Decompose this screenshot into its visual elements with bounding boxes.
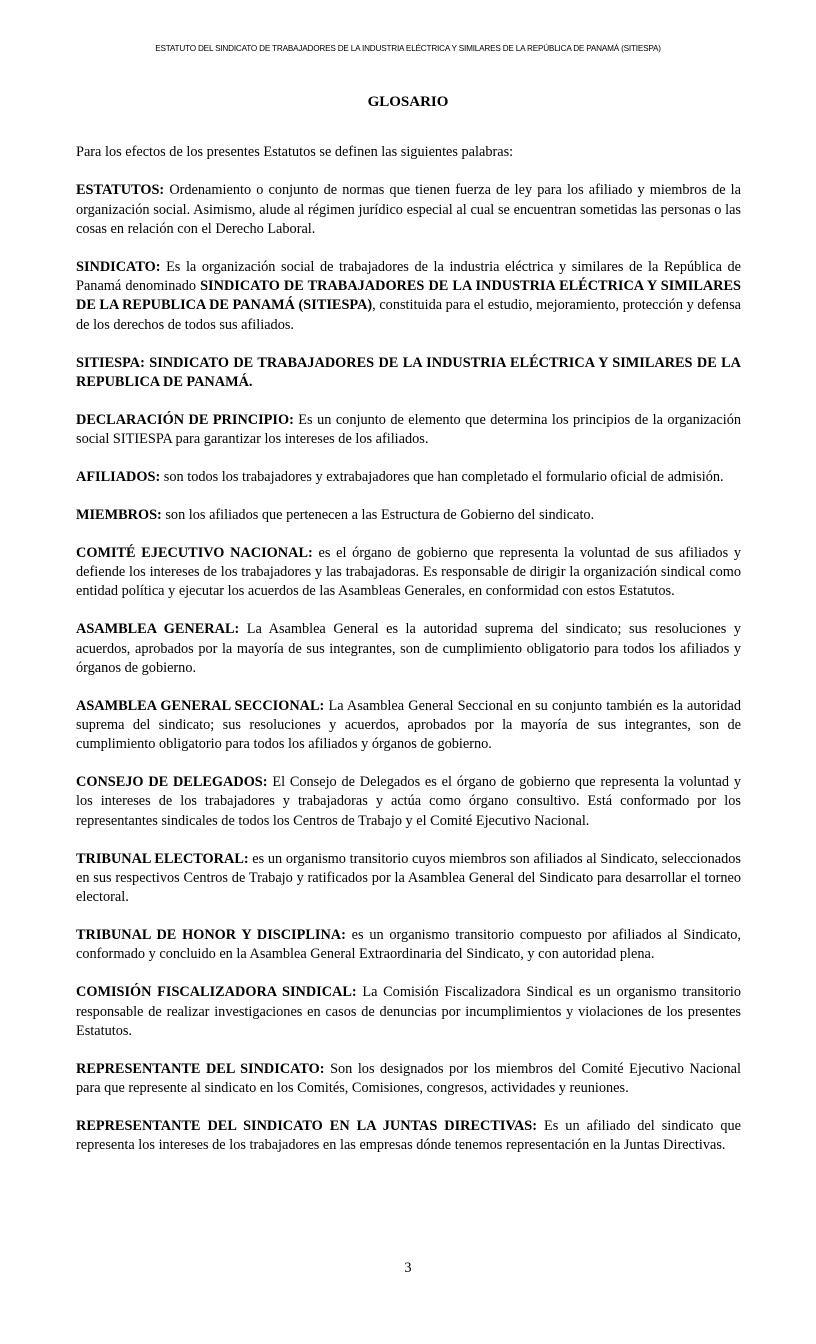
glossary-entry-afiliados <box>76 468 741 487</box>
entry-term: MIEMBROS: <box>76 506 162 523</box>
glossary-entry-miembros <box>76 506 741 525</box>
entry-definition: El Consejo de Delegados es el órgano de gobierno que representa la voluntad y los intereses de los trabajadores y trabajadoras y actúa como órgano consultivo. Está conformado por los representantes sindicales de todos los Centros de Trabajo y el Comité Ejecutivo Nacional. <box>76 774 741 829</box>
entry-definition: es un organismo transitorio compuesto por afiliados al Sindicato, conformado y concluido en la Asamblea General Extraordinaria del Sindicato, y con autoridad plena. <box>76 927 741 963</box>
entry-term: SINDICATO: <box>76 258 161 275</box>
entry-term: ASAMBLEA GENERAL SECCIONAL: <box>76 697 325 714</box>
entry-term: REPRESENTANTE DEL SINDICATO: <box>76 1060 325 1077</box>
entry-term: SITIESPA: SINDICATO DE TRABAJADORES DE LA INDUSTRIA ELÉCTRICA Y SIMILARES DE LA REPUBLICA DE PANAMÁ. <box>76 354 741 390</box>
entry-term: ESTATUTOS: <box>76 182 165 199</box>
page-title: GLOSARIO <box>367 94 449 110</box>
glossary-entry-estatutos <box>76 181 741 239</box>
entry-term: COMITÉ EJECUTIVO NACIONAL: <box>76 544 313 561</box>
intro-paragraph: Para los efectos de los presentes Estatutos se definen las siguientes palabras: <box>76 144 514 160</box>
entry-emphasis: SINDICATO DE TRABAJADORES DE LA INDUSTRIA ELÉCTRICA Y SIMILARES DE LA REPUBLICA DE PANAMÁ (SITIESPA) <box>76 278 741 314</box>
entry-definition: Es la organización social de trabajadores de la industria eléctrica y similares de la República de Panamá denominado <box>76 258 741 295</box>
entry-definition: son todos los trabajadores y extrabajadores que han completado el formulario oficial de admisión. <box>160 468 724 485</box>
entry-definition: es un organismo transitorio cuyos miembros son afiliados al Sindicato, seleccionados en sus respectivos Centros de Trabajo y ratificados por la Asamblea General del Sindicato para desarrollar el torneo electoral. <box>76 850 741 906</box>
glossary-entry-sindicato <box>76 258 741 335</box>
entry-definition-continued: , constituida para el estudio, mejoramiento, protección y defensa de los derechos de todos sus afiliados. <box>76 297 741 333</box>
glossary-entry-tribunal-de-honor <box>76 926 741 965</box>
entry-definition: Es un conjunto de elemento que determina los principios de la organización social SITIESPA para garantizar los intereses de los afiliados. <box>76 411 741 448</box>
glossary-entry-sitiespa <box>76 354 741 393</box>
glossary-entry-consejo-de-delegados <box>76 773 741 831</box>
entry-term: DECLARACIÓN DE PRINCIPIO: <box>76 411 294 428</box>
entry-definition: La Asamblea General Seccional en su conjunto también es la autoridad suprema del sindicato; sus resoluciones y acuerdos, aprobados por la mayoría de sus integrantes, son de cumplimiento obligatorio para todos los afiliados y órganos de gobierno. <box>76 697 741 753</box>
page-number: 3 <box>404 1260 412 1276</box>
entry-term: REPRESENTANTE DEL SINDICATO EN LA JUNTAS DIRECTIVAS: <box>76 1118 537 1134</box>
glossary-entry-asamblea-general-seccional <box>76 697 741 755</box>
entry-term: ASAMBLEA GENERAL: <box>76 621 240 638</box>
glossary-entry-comision-fiscalizadora <box>76 983 741 1041</box>
entry-definition: La Asamblea General es la autoridad suprema del sindicato; sus resoluciones y acuerdos, aprobados por la mayoría de sus integrantes, son de cumplimiento obligatorio para todos los afiliados y órganos de gobierno. <box>76 621 742 676</box>
running-header: ESTATUTO DEL SINDICATO DE TRABAJADORES DE LA INDUSTRIA ELÉCTRICA Y SIMILARES DE LA REPÚBLICA DE PANAMÁ (SITIESPA) <box>155 44 661 53</box>
entry-definition: son los afiliados que pertenecen a las Estructura de Gobierno del sindicato. <box>161 506 595 523</box>
glossary-body <box>76 143 741 1174</box>
entry-definition: Es un afiliado del sindicato que representa los intereses de los trabajadores en las empresas dónde tenemos representación en la Juntas Directivas. <box>76 1118 741 1154</box>
entry-term: TRIBUNAL ELECTORAL: <box>76 850 249 867</box>
entry-definition: La Comisión Fiscalizadora Sindical es un organismo transitorio responsable de realizar investigaciones en casos de denuncias por incumplimientos y violaciones de los presentes Estatutos. <box>76 984 742 1039</box>
glossary-entry-asamblea-general <box>76 620 741 678</box>
entry-term: TRIBUNAL DE HONOR Y DISCIPLINA: <box>76 927 346 944</box>
glossary-entry-comite-ejecutivo-nacional <box>76 544 741 602</box>
glossary-entry-tribunal-electoral <box>76 850 741 908</box>
entry-term: CONSEJO DE DELEGADOS: <box>76 774 268 791</box>
entry-term: AFILIADOS: <box>76 468 161 485</box>
entry-definition: es el órgano de gobierno que representa la voluntad de sus afiliados y defiende los intereses de los trabajadores y las trabajadoras. Es responsable de dirigir la organización sindical como entidad política y ejecutar los acuerdos de las Asambleas Generales, en conformidad con estos Estatutos. <box>76 544 742 600</box>
glossary-entry-declaracion-de-principio <box>76 411 741 450</box>
entry-definition: Ordenamiento o conjunto de normas que tienen fuerza de ley para los afiliado y miembros de la organización social. Asimismo, alude al régimen jurídico especial al cual se encuentran sometidas las personas o las cosas en relación con el Derecho Laboral. <box>76 182 741 237</box>
entry-term: COMISIÓN FISCALIZADORA SINDICAL: <box>76 984 357 1001</box>
entry-definition: Son los designados por los miembros del Comité Ejecutivo Nacional para que represente al sindicato en los Comités, Comisiones, congresos, actividades y reuniones. <box>76 1060 741 1097</box>
glossary-entry-representante-del-sindicato <box>76 1060 741 1099</box>
glossary-entry-representante-juntas-directivas <box>76 1117 741 1156</box>
